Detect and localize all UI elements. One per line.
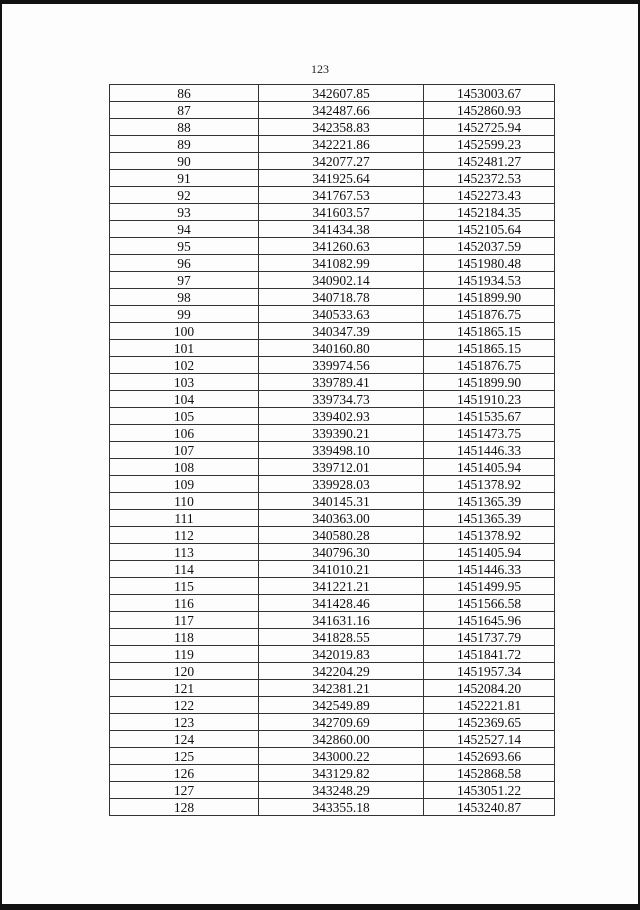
y-coordinate-cell: 1452221.81 — [424, 697, 555, 714]
table-row — [110, 391, 555, 408]
point-number-cell: 98 — [110, 289, 259, 306]
table-row — [110, 306, 555, 323]
x-coordinate-cell: 341221.21 — [259, 578, 424, 595]
x-coordinate-cell: 341828.55 — [259, 629, 424, 646]
y-coordinate-cell: 1452369.65 — [424, 714, 555, 731]
table-row — [110, 697, 555, 714]
y-coordinate-cell: 1452868.58 — [424, 765, 555, 782]
table-row — [110, 255, 555, 272]
table-row — [110, 442, 555, 459]
table-row — [110, 459, 555, 476]
point-number-cell: 89 — [110, 136, 259, 153]
x-coordinate-cell: 342221.86 — [259, 136, 424, 153]
table-row — [110, 153, 555, 170]
table-row — [110, 765, 555, 782]
table-row — [110, 629, 555, 646]
table-row — [110, 561, 555, 578]
x-coordinate-cell: 339402.93 — [259, 408, 424, 425]
table-row — [110, 102, 555, 119]
y-coordinate-cell: 1453240.87 — [424, 799, 555, 816]
x-coordinate-cell: 340160.80 — [259, 340, 424, 357]
x-coordinate-cell: 339789.41 — [259, 374, 424, 391]
point-number-cell: 110 — [110, 493, 259, 510]
table-row — [110, 136, 555, 153]
page-number: 123 — [311, 62, 329, 76]
x-coordinate-cell: 340796.30 — [259, 544, 424, 561]
y-coordinate-cell: 1452725.94 — [424, 119, 555, 136]
table-row — [110, 510, 555, 527]
y-coordinate-cell: 1452481.27 — [424, 153, 555, 170]
x-coordinate-cell: 341767.53 — [259, 187, 424, 204]
point-number-cell: 115 — [110, 578, 259, 595]
y-coordinate-cell: 1451446.33 — [424, 561, 555, 578]
table-row — [110, 323, 555, 340]
y-coordinate-cell: 1451446.33 — [424, 442, 555, 459]
point-number-cell: 96 — [110, 255, 259, 272]
y-coordinate-cell: 1451405.94 — [424, 459, 555, 476]
x-coordinate-cell: 340363.00 — [259, 510, 424, 527]
x-coordinate-cell: 339928.03 — [259, 476, 424, 493]
x-coordinate-cell: 341260.63 — [259, 238, 424, 255]
table-row — [110, 289, 555, 306]
table-row — [110, 731, 555, 748]
y-coordinate-cell: 1451841.72 — [424, 646, 555, 663]
x-coordinate-cell: 342607.85 — [259, 85, 424, 102]
x-coordinate-cell: 339734.73 — [259, 391, 424, 408]
y-coordinate-cell: 1452599.23 — [424, 136, 555, 153]
y-coordinate-cell: 1451865.15 — [424, 340, 555, 357]
y-coordinate-cell: 1452693.66 — [424, 748, 555, 765]
point-number-cell: 103 — [110, 374, 259, 391]
x-coordinate-cell: 339974.56 — [259, 357, 424, 374]
point-number-cell: 111 — [110, 510, 259, 527]
table-row — [110, 680, 555, 697]
x-coordinate-cell: 342549.89 — [259, 697, 424, 714]
y-coordinate-cell: 1451378.92 — [424, 476, 555, 493]
x-coordinate-cell: 341428.46 — [259, 595, 424, 612]
point-number-cell: 88 — [110, 119, 259, 136]
point-number-cell: 121 — [110, 680, 259, 697]
table-row — [110, 425, 555, 442]
x-coordinate-cell: 340580.28 — [259, 527, 424, 544]
point-number-cell: 114 — [110, 561, 259, 578]
point-number-cell: 116 — [110, 595, 259, 612]
point-number-cell: 126 — [110, 765, 259, 782]
y-coordinate-cell: 1452860.93 — [424, 102, 555, 119]
x-coordinate-cell: 342204.29 — [259, 663, 424, 680]
x-coordinate-cell: 341925.64 — [259, 170, 424, 187]
table-row — [110, 238, 555, 255]
y-coordinate-cell: 1452037.59 — [424, 238, 555, 255]
point-number-cell: 113 — [110, 544, 259, 561]
table-row — [110, 646, 555, 663]
scan-bottom-edge — [0, 904, 640, 910]
table-row — [110, 612, 555, 629]
y-coordinate-cell: 1451365.39 — [424, 510, 555, 527]
point-number-cell: 100 — [110, 323, 259, 340]
y-coordinate-cell: 1451910.23 — [424, 391, 555, 408]
point-number-cell: 104 — [110, 391, 259, 408]
point-number-cell: 107 — [110, 442, 259, 459]
y-coordinate-cell: 1451865.15 — [424, 323, 555, 340]
x-coordinate-cell: 343000.22 — [259, 748, 424, 765]
coordinates-table — [109, 84, 555, 816]
point-number-cell: 93 — [110, 204, 259, 221]
table-row — [110, 578, 555, 595]
point-number-cell: 105 — [110, 408, 259, 425]
table-row — [110, 714, 555, 731]
x-coordinate-cell: 342358.83 — [259, 119, 424, 136]
table-row — [110, 799, 555, 816]
y-coordinate-cell: 1451957.34 — [424, 663, 555, 680]
point-number-cell: 90 — [110, 153, 259, 170]
x-coordinate-cell: 340347.39 — [259, 323, 424, 340]
point-number-cell: 125 — [110, 748, 259, 765]
x-coordinate-cell: 342019.83 — [259, 646, 424, 663]
point-number-cell: 87 — [110, 102, 259, 119]
table-row — [110, 663, 555, 680]
point-number-cell: 106 — [110, 425, 259, 442]
table-row — [110, 340, 555, 357]
x-coordinate-cell: 341631.16 — [259, 612, 424, 629]
x-coordinate-cell: 339712.01 — [259, 459, 424, 476]
point-number-cell: 118 — [110, 629, 259, 646]
y-coordinate-cell: 1451405.94 — [424, 544, 555, 561]
x-coordinate-cell: 343129.82 — [259, 765, 424, 782]
x-coordinate-cell: 343248.29 — [259, 782, 424, 799]
y-coordinate-cell: 1451737.79 — [424, 629, 555, 646]
point-number-cell: 120 — [110, 663, 259, 680]
point-number-cell: 123 — [110, 714, 259, 731]
point-number-cell: 124 — [110, 731, 259, 748]
x-coordinate-cell: 342487.66 — [259, 102, 424, 119]
y-coordinate-cell: 1451473.75 — [424, 425, 555, 442]
y-coordinate-cell: 1451980.48 — [424, 255, 555, 272]
x-coordinate-cell: 341434.38 — [259, 221, 424, 238]
y-coordinate-cell: 1451899.90 — [424, 289, 555, 306]
y-coordinate-cell: 1452273.43 — [424, 187, 555, 204]
x-coordinate-cell: 340718.78 — [259, 289, 424, 306]
point-number-cell: 102 — [110, 357, 259, 374]
x-coordinate-cell: 340145.31 — [259, 493, 424, 510]
y-coordinate-cell: 1451378.92 — [424, 527, 555, 544]
x-coordinate-cell: 342077.27 — [259, 153, 424, 170]
table-row — [110, 272, 555, 289]
table-row — [110, 595, 555, 612]
point-number-cell: 108 — [110, 459, 259, 476]
y-coordinate-cell: 1452084.20 — [424, 680, 555, 697]
point-number-cell: 95 — [110, 238, 259, 255]
y-coordinate-cell: 1451499.95 — [424, 578, 555, 595]
table-row — [110, 493, 555, 510]
table-row — [110, 408, 555, 425]
point-number-cell: 99 — [110, 306, 259, 323]
y-coordinate-cell: 1451365.39 — [424, 493, 555, 510]
x-coordinate-cell: 341082.99 — [259, 255, 424, 272]
coordinates-table-body — [110, 85, 555, 816]
x-coordinate-cell: 339498.10 — [259, 442, 424, 459]
x-coordinate-cell: 341010.21 — [259, 561, 424, 578]
y-coordinate-cell: 1453003.67 — [424, 85, 555, 102]
x-coordinate-cell: 341603.57 — [259, 204, 424, 221]
point-number-cell: 119 — [110, 646, 259, 663]
point-number-cell: 109 — [110, 476, 259, 493]
y-coordinate-cell: 1451566.58 — [424, 595, 555, 612]
y-coordinate-cell: 1451876.75 — [424, 306, 555, 323]
y-coordinate-cell: 1451899.90 — [424, 374, 555, 391]
y-coordinate-cell: 1452527.14 — [424, 731, 555, 748]
point-number-cell: 117 — [110, 612, 259, 629]
point-number-cell: 128 — [110, 799, 259, 816]
x-coordinate-cell: 340902.14 — [259, 272, 424, 289]
table-row — [110, 782, 555, 799]
point-number-cell: 97 — [110, 272, 259, 289]
document-page — [2, 4, 638, 906]
table-row — [110, 204, 555, 221]
y-coordinate-cell: 1453051.22 — [424, 782, 555, 799]
table-row — [110, 170, 555, 187]
point-number-cell: 122 — [110, 697, 259, 714]
point-number-cell: 127 — [110, 782, 259, 799]
y-coordinate-cell: 1452372.53 — [424, 170, 555, 187]
point-number-cell: 86 — [110, 85, 259, 102]
x-coordinate-cell: 342381.21 — [259, 680, 424, 697]
y-coordinate-cell: 1451934.53 — [424, 272, 555, 289]
table-row — [110, 527, 555, 544]
table-row — [110, 374, 555, 391]
y-coordinate-cell: 1451876.75 — [424, 357, 555, 374]
point-number-cell: 94 — [110, 221, 259, 238]
table-row — [110, 221, 555, 238]
table-row — [110, 119, 555, 136]
table-row — [110, 544, 555, 561]
table-row — [110, 187, 555, 204]
point-number-cell: 92 — [110, 187, 259, 204]
table-row — [110, 476, 555, 493]
table-row — [110, 748, 555, 765]
y-coordinate-cell: 1451645.96 — [424, 612, 555, 629]
y-coordinate-cell: 1452184.35 — [424, 204, 555, 221]
x-coordinate-cell: 340533.63 — [259, 306, 424, 323]
y-coordinate-cell: 1452105.64 — [424, 221, 555, 238]
x-coordinate-cell: 339390.21 — [259, 425, 424, 442]
y-coordinate-cell: 1451535.67 — [424, 408, 555, 425]
point-number-cell: 101 — [110, 340, 259, 357]
x-coordinate-cell: 343355.18 — [259, 799, 424, 816]
point-number-cell: 112 — [110, 527, 259, 544]
table-row — [110, 357, 555, 374]
table-row — [110, 85, 555, 102]
point-number-cell: 91 — [110, 170, 259, 187]
x-coordinate-cell: 342709.69 — [259, 714, 424, 731]
x-coordinate-cell: 342860.00 — [259, 731, 424, 748]
